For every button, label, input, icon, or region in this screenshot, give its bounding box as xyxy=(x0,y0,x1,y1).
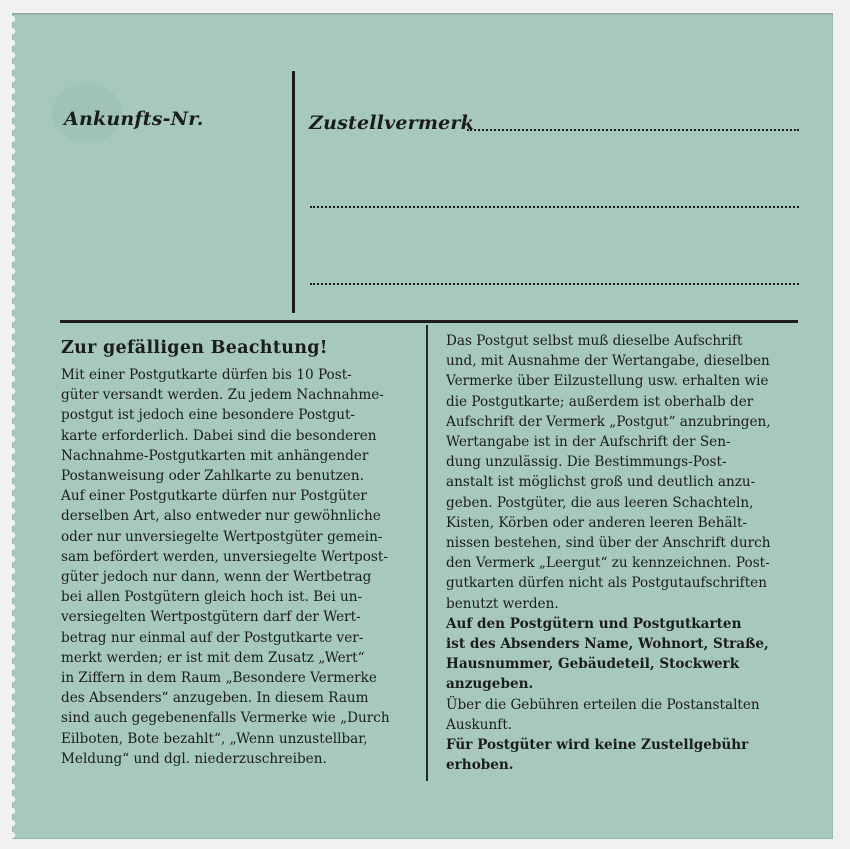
notice-text-line: güter versandt werden. Zu jedem Nachnahme- xyxy=(61,387,384,404)
notice-text-line: oder nur unversiegelte Wertpostgüter gemein- xyxy=(61,528,383,545)
notice-text-line: den Vermerk „Leergut“ zu kennzeichnen. Post- xyxy=(446,555,770,572)
notice-heading: Zur gefälligen Beachtung! xyxy=(61,338,328,358)
sender-address-notice xyxy=(446,614,799,695)
notice-text-line: Eilboten, Bote bezahlt“, „Wenn unzustellbar, xyxy=(61,730,368,747)
notice-left-text xyxy=(61,365,416,769)
notice-text-line: anstalt ist möglichst groß und deutlich anzu- xyxy=(446,474,756,491)
fee-notice xyxy=(446,695,799,735)
notice-text-line: güter jedoch nur dann, wenn der Wertbetrag xyxy=(61,569,372,586)
notice-text-line: benutzt werden. xyxy=(446,595,559,612)
top-edge xyxy=(12,13,833,15)
notice-text-line: merkt werden; er ist mit dem Zusatz „Wert“ xyxy=(61,649,365,666)
notice-text-line: nissen bestehen, sind über der Anschrift durch xyxy=(446,535,771,552)
notice-text-line: Das Postgut selbst muß dieselbe Aufschrift xyxy=(446,333,743,349)
notice-text-line: sind auch gegebenenfalls Vermerke wie „Durch xyxy=(61,710,390,727)
top-divider-vertical xyxy=(292,71,295,313)
notice-text-line: Nachnahme-Postgutkarten mit anhängender xyxy=(61,447,369,464)
notice-text-line: karte erforderlich. Dabei sind die besonderen xyxy=(61,427,377,444)
notice-text-line: Auf einer Postgutkarte dürfen nur Postgüter xyxy=(61,488,367,505)
notice-text-line: und, mit Ausnahme der Wertangabe, dieselben xyxy=(446,353,770,370)
section-divider-horizontal xyxy=(60,320,798,323)
notice-text-line: Über die Gebühren erteilen die Postanstalten xyxy=(446,696,760,713)
notice-bold-line: Für Postgüter wird keine Zustellgebühr xyxy=(446,737,749,754)
notice-text-line: des Absenders“ anzugeben. In diesem Raum xyxy=(61,690,369,707)
notice-text-line: Mit einer Postgutkarte dürfen bis 10 Post- xyxy=(61,367,352,383)
arrival-number-label: Ankunfts-Nr. xyxy=(64,108,204,130)
notice-text-line: postgut ist jedoch eine besondere Postgut- xyxy=(61,407,356,424)
notice-text-line: derselben Art, also entweder nur gewöhnliche xyxy=(61,508,381,525)
delivery-note-line-2[interactable] xyxy=(310,206,799,208)
notice-bold-line: erhoben. xyxy=(446,757,514,774)
notice-text-line: versiegelten Wertpostgütern darf der Wert- xyxy=(61,609,361,626)
parcel-card xyxy=(12,13,833,839)
column-divider-vertical xyxy=(426,325,428,781)
delivery-note-line-1[interactable] xyxy=(467,129,799,131)
notice-text-line: dung unzulässig. Die Bestimmungs-Post- xyxy=(446,454,727,471)
notice-text-line: Kisten, Körben oder anderen leeren Behält- xyxy=(446,514,748,531)
perforated-edge xyxy=(12,13,26,839)
notice-text-line: Vermerke über Eilzustellung usw. erhalten wie xyxy=(446,373,769,390)
notice-text-line: Auskunft. xyxy=(446,716,513,733)
notice-text-line: sam befördert werden, unversiegelte Wertpost- xyxy=(61,548,388,565)
notice-text-line: Postanweisung oder Zahlkarte zu benutzen. xyxy=(61,468,364,485)
notice-text-line: bei allen Postgütern gleich hoch ist. Bei un- xyxy=(61,589,363,606)
notice-text-line: gutkarten dürfen nicht als Postgutaufschriften xyxy=(446,575,767,592)
notice-text-line: Aufschrift der Vermerk „Postgut“ anzubringen, xyxy=(446,413,771,430)
no-delivery-fee-notice xyxy=(446,735,799,775)
notice-right-text xyxy=(446,331,799,614)
notice-text-line: Meldung“ und dgl. niederzuschreiben. xyxy=(61,750,327,767)
delivery-note-label: Zustellvermerk xyxy=(309,112,474,134)
notice-text-line: Wertangabe ist in der Aufschrift der Sen- xyxy=(446,434,731,451)
notice-bold-line: Hausnummer, Gebäudeteil, Stockwerk xyxy=(446,656,740,673)
notice-bold-line: anzugeben. xyxy=(446,676,534,693)
notice-text-line: die Postgutkarte; außerdem ist oberhalb der xyxy=(446,393,754,410)
notice-text-line: in Ziffern in dem Raum „Besondere Vermerke xyxy=(61,670,377,687)
notice-bold-line: ist des Absenders Name, Wohnort, Straße, xyxy=(446,636,769,653)
notice-right-column xyxy=(446,331,799,775)
notice-text-line: betrag nur einmal auf der Postgutkarte ver- xyxy=(61,629,364,646)
delivery-note-line-3[interactable] xyxy=(310,283,799,285)
notice-bold-line: Auf den Postgütern und Postgutkarten xyxy=(446,615,742,632)
notice-left-column xyxy=(61,335,416,769)
notice-text-line: geben. Postgüter, die aus leeren Schachteln, xyxy=(446,494,754,511)
